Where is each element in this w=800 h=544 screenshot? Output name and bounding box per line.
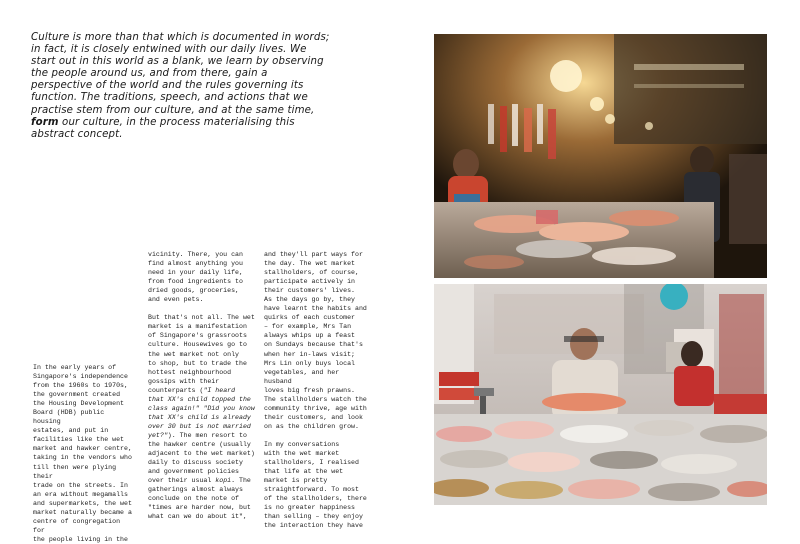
col2-text-a: vicinity. There, you can find almost anything you need in your daily life, from food ingredients to dried goods, groceries, and even pets. But that's not all. The wet market is a manifestation of Singapore's grassroots culture. Housewives go to the wet market not only to shop, but to trade the hottest neighbourhood gossips with their counterparts (: [148, 251, 255, 394]
body-column-2: [148, 250, 258, 521]
body-column-3: and they'll part ways for the day. The wet market stallholders, of course, participate actively in their customers' lives. As the days go by, they have learnt the habits and quirks of each customer – for example, Mrs Tan always whips up a feast on Sundays because that's when her in-laws visit; Mrs Lin only buys local vegetables, and her husband loves big fresh prawns. The stallholders watch the community thrive, age with their customers, and look on as the children grow. In my conversations with the wet market stallholders, I realised that life at the wet market is pretty straightforward. To most of the stallholders, there is no greater happiness than selling – they enjoy the interaction they have: [264, 251, 367, 530]
col2-text-c: . The gatherings almost always conclude on the note of "times are harder now, but what can we do about it",: [148, 477, 251, 521]
photo-fishmonger-display: [434, 284, 767, 505]
intro-paragraph: [31, 32, 331, 141]
photo-fish-stall-vendors: [434, 34, 767, 278]
col2-gossip-quote: "I heard that XX's child topped the class again!" "Did you know that XX's child is already over 30 but is not married yet?": [148, 386, 255, 439]
col2-kopi-word: kopi: [215, 477, 232, 485]
intro-text-end: our culture, in the process materialising this abstract concept.: [31, 116, 295, 140]
col2-text-b: ). The men resort to the hawker centre (usually adjacent to the wet market) daily to discuss society and government policies over their usual: [148, 431, 255, 485]
body-column-1: In the early years of Singapore's independence from the 1960s to 1970s, the government created the Housing Development Board (HDB) public housing estates, and put in facilities like the wet market and hawker centre, taking in the vendors who till then were plying their trade on the streets. In an era without megamalls and supermarkets, the wet market naturally became a centre of congregation for the people living in the: [33, 364, 132, 543]
intro-bold-word: form: [31, 116, 59, 128]
intro-text-start: Culture is more than that which is documented in words; in fact, it is closely entwined with our daily lives. We start out in this world as a blank, we learn by observing the people around us, and from there, gain a perspective of the world and the rules governing its function. The traditions, speech, and actions that we practise stem from our culture, and at the same time,: [31, 32, 330, 116]
